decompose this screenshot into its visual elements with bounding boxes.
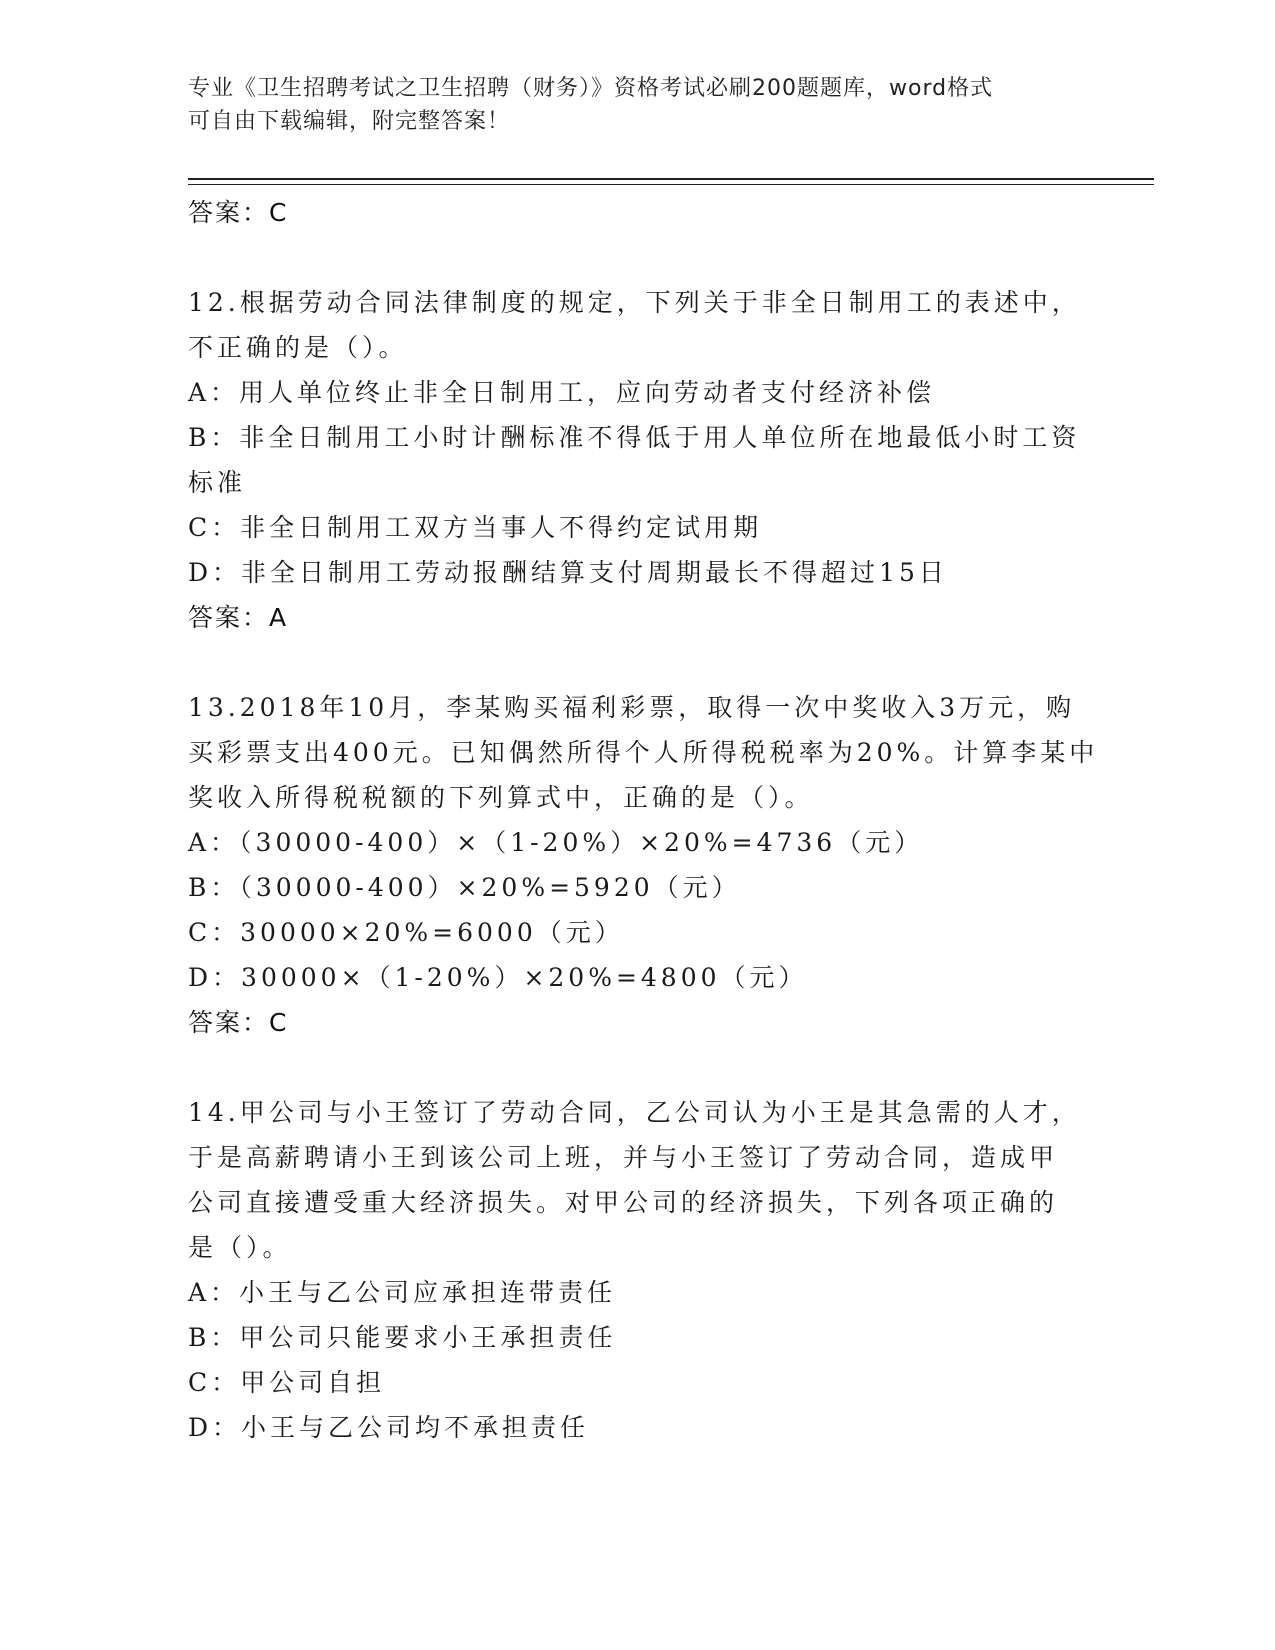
- answer-option-line: 标准: [188, 468, 247, 497]
- question-stem-line: 12.根据劳动合同法律制度的规定，下列关于非全日制用工的表述中，: [188, 288, 1081, 317]
- header-rule-thick: [188, 178, 1154, 180]
- question-stem-line: 14.甲公司与小王签订了劳动合同，乙公司认为小王是其急需的人才，: [188, 1098, 1081, 1127]
- answer-option-line: D：非全日制用工劳动报酬结算支付周期最长不得超过15日: [188, 558, 948, 587]
- question-block: [188, 685, 1099, 1090]
- answer-option-line: B：甲公司只能要求小王承担责任: [188, 1323, 617, 1352]
- question-stem-line: 买彩票支出400元。已知偶然所得个人所得税税率为20%。计算李某中: [188, 738, 1099, 767]
- question-answer: 答案：C: [188, 1008, 289, 1037]
- header-rule-thin: [188, 184, 1154, 185]
- answer-option-line: C：30000×20%=6000（元）: [188, 918, 624, 947]
- spacer: [188, 235, 1088, 280]
- spacer: [188, 1045, 1088, 1090]
- header-line-2: 可自由下载编辑，附完整答案！: [188, 109, 511, 134]
- spacer: [188, 640, 1088, 685]
- question-stem-line: 不正确的是（）。: [188, 333, 408, 362]
- header-line-1: 专业《卫生招聘考试之卫生招聘（财务）》资格考试必刷200题题库，word格式: [188, 76, 994, 101]
- question-answer: 答案：A: [188, 603, 289, 632]
- question-list: [188, 280, 1099, 1450]
- question-stem-line: 奖收入所得税税额的下列算式中，正确的是（）。: [188, 783, 814, 812]
- answer-option-line: A：（30000-400）×（1-20%）×20%=4736（元）: [188, 828, 924, 857]
- document-header: [188, 72, 1068, 138]
- question-stem-line: 于是高薪聘请小王到该公司上班，并与小王签订了劳动合同，造成甲: [188, 1143, 1059, 1172]
- answer-option-line: C：甲公司自担: [188, 1368, 386, 1397]
- answer-option-line: B：非全日制用工小时计酬标准不得低于用人单位所在地最低小时工资: [188, 423, 1081, 452]
- answer-option-line: C：非全日制用工双方当事人不得约定试用期: [188, 513, 763, 542]
- answer-option-line: A：小王与乙公司应承担连带责任: [188, 1278, 617, 1307]
- question-stem-line: 公司直接遭受重大经济损失。对甲公司的经济损失，下列各项正确的: [188, 1188, 1059, 1217]
- question-block: [188, 280, 1088, 685]
- answer-option-line: D：30000×（1-20%）×20%=4800（元）: [188, 963, 808, 992]
- answer-option-line: B：（30000-400）×20%=5920（元）: [188, 873, 741, 902]
- previous-answer: 答案：C: [188, 198, 289, 227]
- answer-option-line: A：用人单位终止非全日制用工，应向劳动者支付经济补偿: [188, 378, 936, 407]
- question-stem-line: 13.2018年10月，李某购买福利彩票，取得一次中奖收入3万元，购: [188, 693, 1076, 722]
- question-block: [188, 1090, 1088, 1450]
- answer-option-line: D：小王与乙公司均不承担责任: [188, 1413, 590, 1442]
- document-body: [188, 190, 1099, 1450]
- question-stem-line: 是（）。: [188, 1233, 292, 1262]
